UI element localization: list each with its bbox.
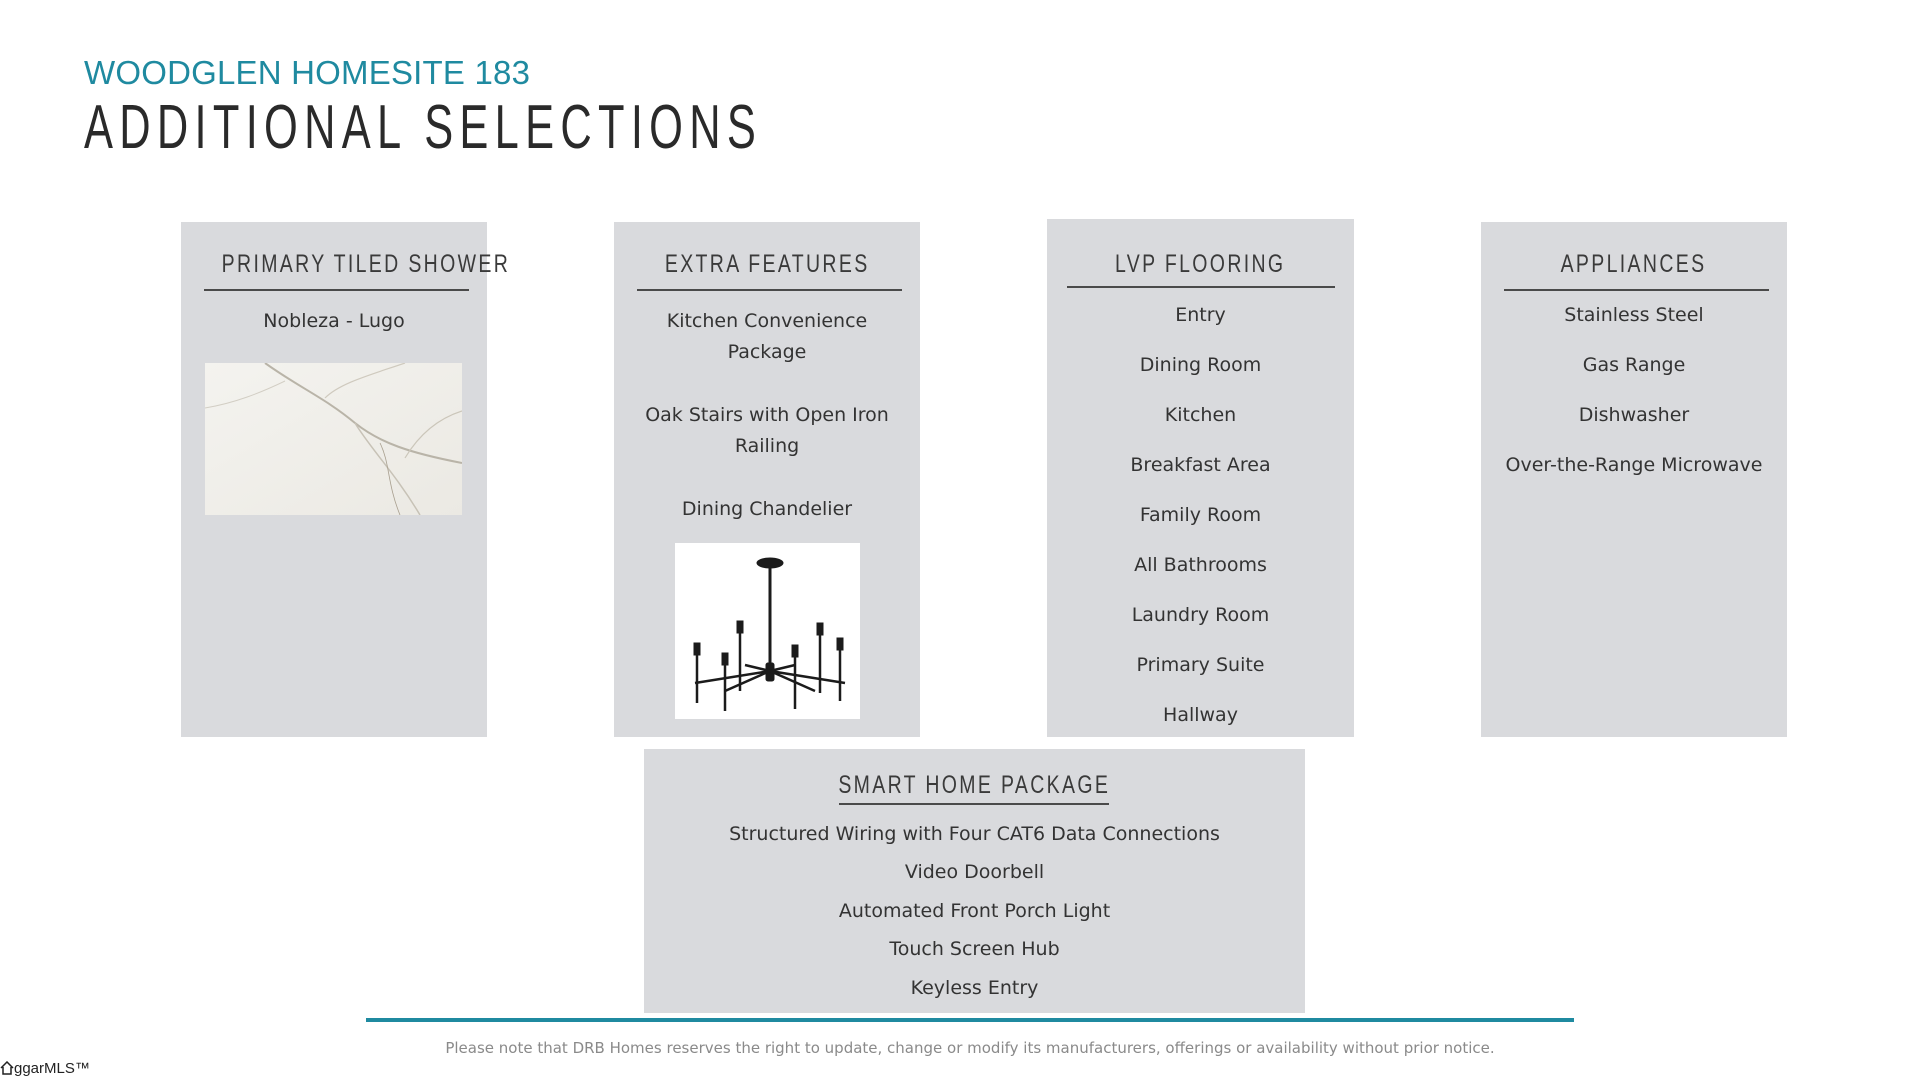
list-item: Breakfast Area [1130,454,1271,476]
card-primary-tiled-shower [181,222,511,737]
list-item: Family Room [1139,504,1262,526]
list-item: Video Doorbell [904,861,1045,883]
list-item: Automated Front Porch Light [838,900,1111,922]
list-item: Laundry Room [1131,604,1270,626]
divider [1504,289,1769,291]
house-icon [0,1061,14,1075]
card-heading: PRIMARY TILED SHOWER [221,250,511,278]
card-appliances [1481,222,1787,737]
divider [839,803,1109,805]
mls-logo-text: ggarMLS™ [14,1060,90,1077]
list-item: Over-the-Range Microwave [1505,454,1763,476]
list-item: Hallway [1163,704,1238,726]
list-item: Kitchen [1164,404,1237,426]
header-subtitle: WOODGLEN HOMESITE 183 [84,54,531,91]
card-extra-features [614,222,920,737]
list-item: Dishwasher [1578,404,1690,426]
disclaimer: Please note that DRB Homes reserves the right to update, change or modify its manufacturers, offerings or availability without prior notice. [445,1039,1495,1057]
card-heading: EXTRA FEATURES [664,250,870,278]
card-smart-home-package [644,749,1305,1013]
card-heading: LVP FLOORING [1115,250,1286,278]
divider [204,289,469,291]
card-heading: APPLIANCES [1561,250,1707,278]
list-item: All Bathrooms [1134,554,1267,576]
list-item: Kitchen Convenience Package [666,310,868,363]
card-heading: SMART HOME PACKAGE [838,771,1111,799]
list-item: Dining Chandelier [681,498,853,520]
mls-logo [0,1060,90,1077]
list-item: Oak Stairs with Open Iron Railing [645,404,889,457]
list-item: Gas Range [1582,354,1686,376]
page-title: ADDITIONAL SELECTIONS [84,93,763,162]
card-lvp-flooring [1047,219,1354,737]
marble-tile-image [205,363,462,515]
list-item: Stainless Steel [1564,304,1704,326]
list-item: Touch Screen Hub [889,938,1060,960]
chandelier-image [675,543,860,719]
list-item: Primary Suite [1136,654,1265,676]
footer-divider [366,1018,1574,1022]
list-item: Structured Wiring with Four CAT6 Data Connections [729,823,1220,845]
list-item: Nobleza - Lugo [263,310,405,332]
divider [1067,286,1335,288]
divider [637,289,902,291]
list-item: Keyless Entry [910,977,1039,999]
list-item: Entry [1175,304,1226,326]
list-item: Dining Room [1139,354,1262,376]
